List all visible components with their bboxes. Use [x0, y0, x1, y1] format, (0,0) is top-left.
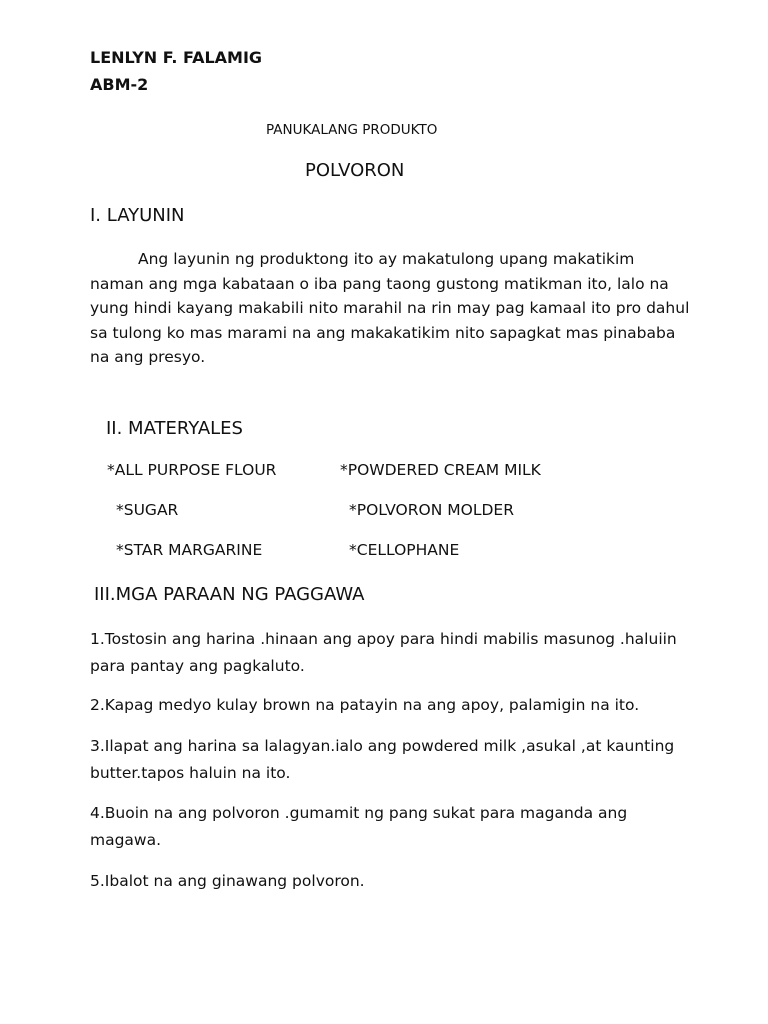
- paraan-heading: III.MGA PARAAN NG PAGGAWA: [94, 584, 365, 605]
- step-line: para pantay ang pagkaluto.: [90, 657, 305, 675]
- step-line: butter.tapos haluin na ito.: [90, 764, 291, 782]
- material-item: *POWDERED CREAM MILK: [340, 461, 541, 479]
- step-line: 2.Kapag medyo kulay brown na patayin na ang apoy, palamigin na ito.: [90, 696, 640, 714]
- material-item: *CELLOPHANE: [349, 541, 460, 559]
- paragraph-line: yung hindi kayang makabili nito marahil na rin may pag kamaal ito pro dahul: [90, 299, 690, 317]
- material-item: *SUGAR: [116, 501, 179, 519]
- layunin-heading: I. LAYUNIN: [90, 205, 185, 226]
- document-subtitle: PANUKALANG PRODUKTO: [266, 122, 438, 138]
- step-item: [90, 733, 674, 787]
- class-section: ABM-2: [90, 75, 149, 94]
- step-item: [90, 800, 627, 854]
- materyales-heading: II. MATERYALES: [106, 418, 243, 439]
- paragraph-line: na ang presyo.: [90, 348, 206, 366]
- layunin-paragraph: [90, 247, 710, 370]
- step-line: magawa.: [90, 831, 162, 849]
- step-line: 4.Buoin na ang polvoron .gumamit ng pang sukat para maganda ang: [90, 804, 628, 822]
- material-item: *STAR MARGARINE: [116, 541, 263, 559]
- paragraph-line: naman ang mga kabataan o iba pang taong gustong matikman ito, lalo na: [90, 274, 669, 293]
- paragraph-line: Ang layunin ng produktong ito ay makatulong upang makatikim: [138, 250, 635, 268]
- step-item: [90, 692, 639, 719]
- author-name: LENLYN F. FALAMIG: [90, 48, 263, 67]
- paragraph-line: sa tulong ko mas marami na ang makakatikim nito sapagkat mas pinababa: [90, 323, 676, 342]
- material-item: *POLVORON MOLDER: [349, 501, 514, 519]
- material-item: *ALL PURPOSE FLOUR: [107, 461, 277, 479]
- step-item: [90, 868, 365, 895]
- step-line: 3.Ilapat ang harina sa lalagyan.ialo ang powdered milk ,asukal ,at kaunting: [90, 737, 675, 755]
- step-line: 5.Ibalot na ang ginawang polvoron.: [90, 872, 365, 890]
- step-item: [90, 626, 677, 680]
- step-line: 1.Tostosin ang harina .hinaan ang apoy para hindi mabilis masunog .haluiin: [90, 630, 677, 648]
- document-title: POLVORON: [305, 160, 405, 181]
